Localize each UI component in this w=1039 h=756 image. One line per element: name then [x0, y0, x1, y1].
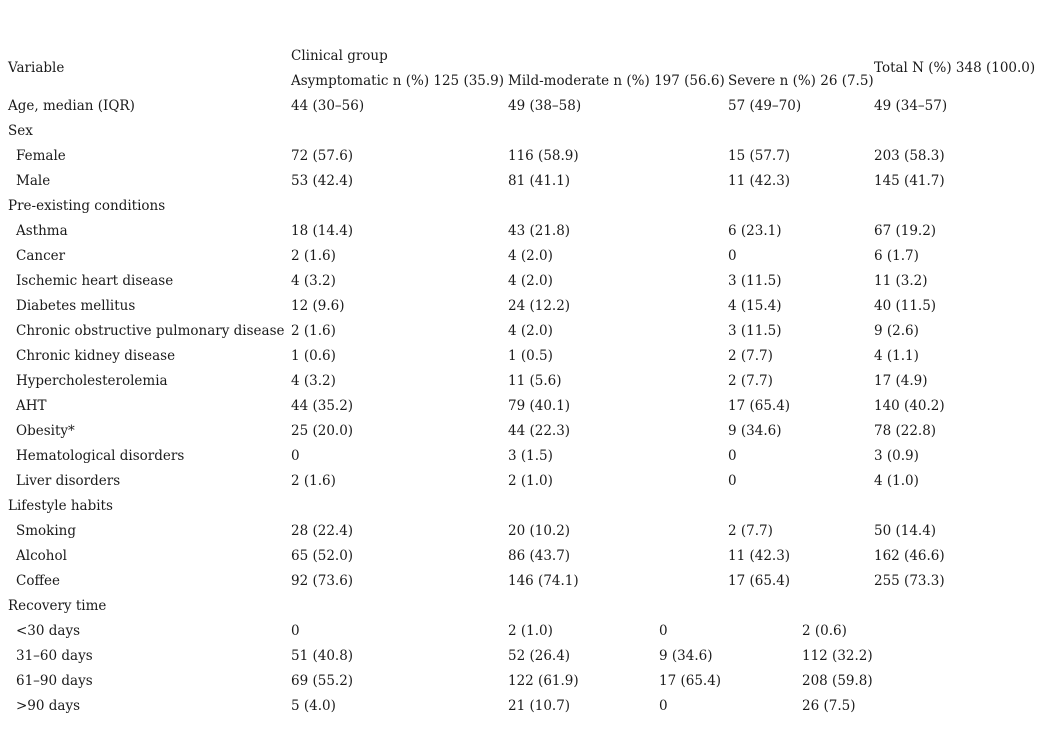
cell-total: 9 (2.6)	[874, 323, 919, 339]
cell-severe: 2 (7.7)	[728, 348, 773, 364]
cell-severe: 3 (11.5)	[728, 273, 782, 289]
row-label: Chronic kidney disease	[16, 348, 176, 364]
cell-asymptomatic: 2 (1.6)	[291, 473, 336, 489]
cell-mild-moderate: 44 (22.3)	[508, 423, 571, 439]
cell-severe: 9 (34.6)	[728, 423, 782, 439]
row-label: Smoking	[16, 523, 77, 539]
cell-asymptomatic: 2 (1.6)	[291, 323, 336, 339]
cell-mild-moderate: 20 (10.2)	[508, 523, 571, 539]
cell-severe: 0	[728, 473, 737, 489]
recovery-cell-mild-moderate: 52 (26.4)	[508, 648, 571, 664]
cell-total: 140 (40.2)	[874, 398, 945, 414]
recovery-cell-severe: 17 (65.4)	[659, 673, 722, 689]
recovery-row-label: 31–60 days	[16, 648, 93, 664]
cell-severe: 2 (7.7)	[728, 373, 773, 389]
cell-severe: 17 (65.4)	[728, 398, 791, 414]
cell-mild-moderate: 4 (2.0)	[508, 273, 553, 289]
row-label: Diabetes mellitus	[16, 298, 136, 314]
recovery-cell-asymptomatic: 5 (4.0)	[291, 698, 336, 714]
row-label: Recovery time	[8, 598, 107, 614]
recovery-cell-severe: 0	[659, 623, 668, 639]
cell-asymptomatic: 4 (3.2)	[291, 373, 336, 389]
cell-severe: 3 (11.5)	[728, 323, 782, 339]
cell-total: 40 (11.5)	[874, 298, 937, 314]
cell-mild-moderate: 116 (58.9)	[508, 148, 579, 164]
cell-severe: 17 (65.4)	[728, 573, 791, 589]
row-label: Hypercholesterolemia	[16, 373, 168, 389]
cell-asymptomatic: 0	[291, 448, 300, 464]
row-label: Chronic obstructive pulmonary disease	[16, 323, 285, 339]
row-label: Male	[16, 173, 51, 189]
cell-total: 145 (41.7)	[874, 173, 945, 189]
cell-total: 67 (19.2)	[874, 223, 937, 239]
recovery-row-label: 61–90 days	[16, 673, 93, 689]
cell-mild-moderate: 86 (43.7)	[508, 548, 571, 564]
row-label: Lifestyle habits	[8, 498, 113, 514]
header-asymptomatic: Asymptomatic n (%) 125 (35.9)	[291, 73, 505, 89]
cell-asymptomatic: 18 (14.4)	[291, 223, 354, 239]
row-label: Alcohol	[16, 548, 67, 564]
row-label: Ischemic heart disease	[16, 273, 174, 289]
cell-total: 78 (22.8)	[874, 423, 937, 439]
cell-asymptomatic: 44 (35.2)	[291, 398, 354, 414]
row-label: Asthma	[16, 223, 68, 239]
cell-total: 6 (1.7)	[874, 248, 919, 264]
cell-total: 4 (1.1)	[874, 348, 919, 364]
recovery-cell-asymptomatic: 69 (55.2)	[291, 673, 354, 689]
cell-mild-moderate: 1 (0.5)	[508, 348, 553, 364]
cell-mild-moderate: 81 (41.1)	[508, 173, 571, 189]
cell-mild-moderate: 49 (38–58)	[508, 98, 582, 114]
cell-asymptomatic: 28 (22.4)	[291, 523, 354, 539]
recovery-cell-mild-moderate: 122 (61.9)	[508, 673, 579, 689]
cell-severe: 6 (23.1)	[728, 223, 782, 239]
cell-severe: 57 (49–70)	[728, 98, 802, 114]
cell-asymptomatic: 53 (42.4)	[291, 173, 354, 189]
cell-asymptomatic: 92 (73.6)	[291, 573, 354, 589]
cell-severe: 11 (42.3)	[728, 173, 791, 189]
cell-asymptomatic: 44 (30–56)	[291, 98, 365, 114]
cell-total: 49 (34–57)	[874, 98, 948, 114]
cell-total: 50 (14.4)	[874, 523, 937, 539]
cell-severe: 0	[728, 448, 737, 464]
cell-mild-moderate: 4 (2.0)	[508, 248, 553, 264]
cell-asymptomatic: 72 (57.6)	[291, 148, 354, 164]
row-label: AHT	[16, 398, 47, 414]
cell-asymptomatic: 2 (1.6)	[291, 248, 336, 264]
cell-asymptomatic: 1 (0.6)	[291, 348, 336, 364]
recovery-row-label: >90 days	[16, 698, 81, 714]
cell-total: 4 (1.0)	[874, 473, 919, 489]
recovery-cell-total: 26 (7.5)	[802, 698, 856, 714]
cell-asymptomatic: 65 (52.0)	[291, 548, 354, 564]
row-label: Sex	[8, 123, 33, 139]
recovery-cell-total: 2 (0.6)	[802, 623, 847, 639]
cell-total: 17 (4.9)	[874, 373, 928, 389]
row-label: Coffee	[16, 573, 61, 589]
cell-severe: 2 (7.7)	[728, 523, 773, 539]
row-label: Age, median (IQR)	[8, 98, 135, 114]
cell-mild-moderate: 43 (21.8)	[508, 223, 571, 239]
recovery-cell-total: 112 (32.2)	[802, 648, 873, 664]
cell-mild-moderate: 11 (5.6)	[508, 373, 562, 389]
cell-total: 255 (73.3)	[874, 573, 945, 589]
cell-mild-moderate: 146 (74.1)	[508, 573, 579, 589]
recovery-cell-asymptomatic: 51 (40.8)	[291, 648, 354, 664]
cell-mild-moderate: 24 (12.2)	[508, 298, 571, 314]
header-variable: Variable	[8, 60, 65, 76]
header-total: Total N (%) 348 (100.0)	[874, 60, 1036, 76]
cell-total: 3 (0.9)	[874, 448, 919, 464]
recovery-cell-severe: 0	[659, 698, 668, 714]
row-label: Cancer	[16, 248, 66, 264]
header-clinical-group: Clinical group	[291, 48, 388, 64]
cell-mild-moderate: 3 (1.5)	[508, 448, 553, 464]
cell-total: 11 (3.2)	[874, 273, 928, 289]
row-label: Hematological disorders	[16, 448, 185, 464]
cell-severe: 4 (15.4)	[728, 298, 782, 314]
header-mild-moderate: Mild-moderate n (%) 197 (56.6)	[508, 73, 725, 89]
row-label: Pre-existing conditions	[8, 198, 166, 214]
cell-asymptomatic: 25 (20.0)	[291, 423, 354, 439]
cell-severe: 15 (57.7)	[728, 148, 791, 164]
recovery-cell-mild-moderate: 2 (1.0)	[508, 623, 553, 639]
cell-total: 162 (46.6)	[874, 548, 945, 564]
recovery-cell-total: 208 (59.8)	[802, 673, 873, 689]
cell-asymptomatic: 4 (3.2)	[291, 273, 336, 289]
row-label: Female	[16, 148, 66, 164]
recovery-cell-severe: 9 (34.6)	[659, 648, 713, 664]
cell-total: 203 (58.3)	[874, 148, 945, 164]
recovery-cell-asymptomatic: 0	[291, 623, 300, 639]
cell-mild-moderate: 4 (2.0)	[508, 323, 553, 339]
recovery-cell-mild-moderate: 21 (10.7)	[508, 698, 571, 714]
header-severe: Severe n (%) 26 (7.5)	[728, 73, 874, 89]
row-label: Obesity*	[16, 423, 75, 439]
cell-mild-moderate: 2 (1.0)	[508, 473, 553, 489]
cell-asymptomatic: 12 (9.6)	[291, 298, 345, 314]
recovery-row-label: <30 days	[16, 623, 81, 639]
cell-severe: 11 (42.3)	[728, 548, 791, 564]
row-label: Liver disorders	[16, 473, 121, 489]
cell-mild-moderate: 79 (40.1)	[508, 398, 571, 414]
cell-severe: 0	[728, 248, 737, 264]
